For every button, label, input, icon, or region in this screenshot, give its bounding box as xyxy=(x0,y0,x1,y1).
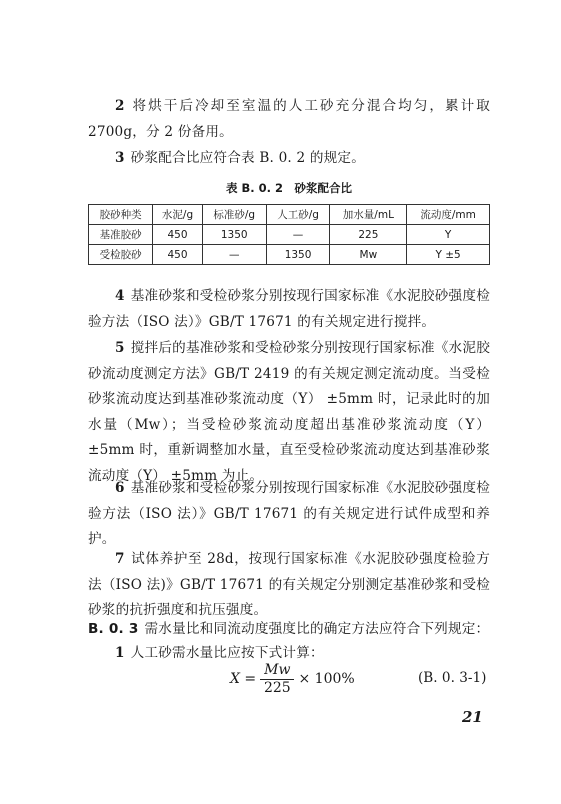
table-cell: 1350 xyxy=(266,245,330,265)
water-ratio-formula xyxy=(230,659,355,699)
table-cell: 受检胶砂 xyxy=(89,245,153,265)
paragraph-3 xyxy=(88,146,490,172)
table-cell: 225 xyxy=(330,225,407,245)
table-cell: 450 xyxy=(153,225,203,245)
header-cell: 人工砂/g xyxy=(266,205,330,225)
item-number: 4 xyxy=(115,288,125,304)
formula-fraction xyxy=(260,662,294,697)
item-number: 7 xyxy=(115,551,125,567)
paragraph-text: 基准砂浆和受检砂浆分别按现行国家标准《水泥胶砂强度检验方法（ISO 法）》GB/T 17671 的有关规定进行试件成型和养护。 xyxy=(88,480,490,547)
table-cell: 1350 xyxy=(202,225,266,245)
table-cell: — xyxy=(266,225,330,245)
table-cell: Mw xyxy=(330,245,407,265)
table-header-row xyxy=(89,205,490,225)
table-cell: — xyxy=(202,245,266,265)
paragraph-text: 试体养护至 28d，按现行国家标准《水泥胶砂强度检验方法（ISO 法)》GB/T 17671 的有关规定分别测定基准砂浆和受检砂浆的抗折强度和抗压强度。 xyxy=(88,551,490,618)
formula-rhs: × 100% xyxy=(298,671,355,687)
header-cell: 加水量/mL xyxy=(330,205,407,225)
equation-number: (B. 0. 3-1) xyxy=(418,670,487,686)
paragraph-text: 将烘干后冷却至室温的人工砂充分混合均匀，累计取2700g，分 2 份备用。 xyxy=(88,98,490,140)
table-row xyxy=(89,245,490,265)
table-row xyxy=(89,225,490,245)
paragraph-text: 搅拌后的基准砂浆和受检砂浆分别按现行国家标准《水泥胶砂流动度测定方法》GB/T 2419 的有关规定测定流动度。当受检砂浆流动度达到基准砂浆流动度（Y） ±5mm 时，记录此时的加水量（Mw）；当受检砂浆流动度超出基准砂浆流动度（Y） ±5mm 时，重新调整加水量，直至受检砂浆流动度达到基准砂浆流动度（Y） ±5mm 为止。 xyxy=(88,340,490,484)
item-number: 3 xyxy=(115,150,125,166)
section-number: B. 0. 3 xyxy=(88,621,139,637)
item-number: 1 xyxy=(115,645,125,661)
header-cell: 标准砂/g xyxy=(202,205,266,225)
formula-lhs: X = xyxy=(230,671,257,687)
item-number: 5 xyxy=(115,340,125,356)
header-cell: 水泥/g xyxy=(153,205,203,225)
paragraph-text: 砂浆配合比应符合表 B. 0. 2 的规定。 xyxy=(130,150,366,166)
paragraph-7 xyxy=(88,547,490,624)
paragraph-text: 基准砂浆和受检砂浆分别按现行国家标准《水泥胶砂强度检验方法（ISO 法）》GB/T 17671 的有关规定进行搅拌。 xyxy=(88,288,490,330)
item-number: 2 xyxy=(115,98,125,114)
paragraph-text: 人工砂需水量比应按下式计算： xyxy=(130,645,324,661)
table-cell: 基准胶砂 xyxy=(89,225,153,245)
section-text: 需水量比和同流动度强度比的确定方法应符合下列规定： xyxy=(144,621,490,637)
formula-numerator: Mw xyxy=(260,662,294,680)
paragraph-6 xyxy=(88,476,490,553)
table-cell: Y ±5 xyxy=(407,245,490,265)
formula-denominator: 225 xyxy=(263,679,291,696)
table-cell: 450 xyxy=(153,245,203,265)
item-number: 6 xyxy=(115,480,125,496)
mix-ratio-table xyxy=(88,204,490,265)
header-cell: 胶砂种类 xyxy=(89,205,153,225)
section-b03 xyxy=(88,617,490,643)
table-caption: 表 B. 0. 2 砂浆配合比 xyxy=(225,181,353,195)
header-cell: 流动度/mm xyxy=(407,205,490,225)
paragraph-5 xyxy=(88,336,490,489)
paragraph-4 xyxy=(88,284,490,335)
page-number: 21 xyxy=(462,708,483,726)
table-cell: Y xyxy=(407,225,490,245)
paragraph-2 xyxy=(88,94,490,145)
